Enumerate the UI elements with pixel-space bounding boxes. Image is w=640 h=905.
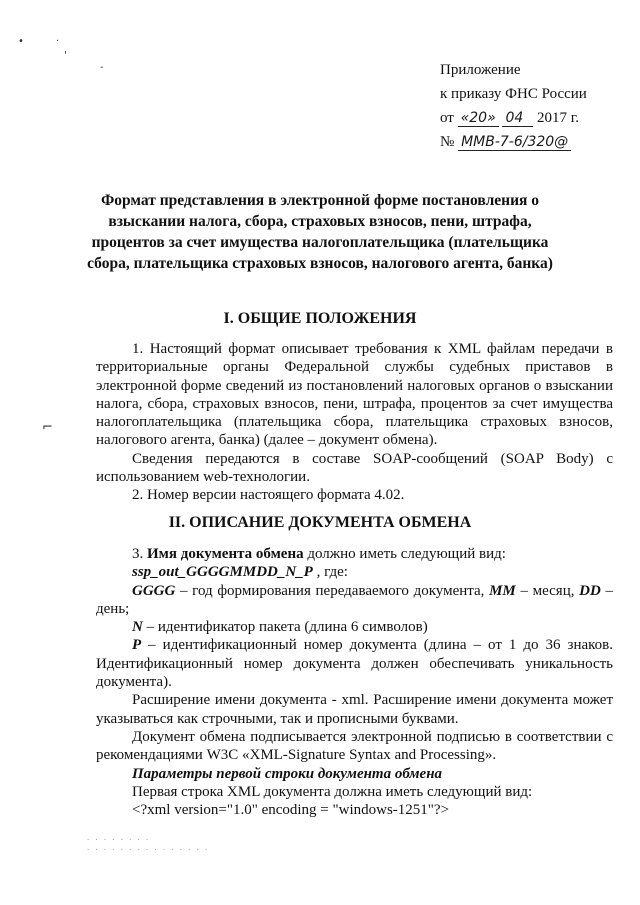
order-reference: к приказу ФНС России xyxy=(440,86,587,102)
term-n: N xyxy=(132,619,143,636)
term-p: P xyxy=(132,637,142,654)
title-line: Формат представления в электронной форме постановления о xyxy=(100,192,540,209)
document-title xyxy=(60,190,580,274)
margin-mark: - xyxy=(100,62,104,73)
paragraph: 3. Имя документа обмена должно иметь следующий вид: xyxy=(132,546,506,562)
margin-mark: ⌐ xyxy=(42,420,53,435)
xml-declaration: <?xml version="1.0" encoding = "windows-1251"?> xyxy=(132,802,450,819)
faint-stamp: · · · · · · · · · · · · · · · · · · · · · · · xyxy=(86,836,209,854)
section-general-body xyxy=(96,340,613,505)
term-dd: DD xyxy=(579,582,601,599)
number-prefix: № xyxy=(440,134,455,150)
order-date xyxy=(440,106,630,130)
margin-mark: · xyxy=(56,36,60,47)
appendix-label: Приложение xyxy=(440,62,521,78)
paragraph: 2. Номер версии настоящего формата 4.02. xyxy=(132,487,405,504)
section-heading-description: II. ОПИСАНИЕ ДОКУМЕНТА ОБМЕНА xyxy=(168,514,472,531)
paragraph: Расширение имени документа - xml. Расширение имени документа может указываться как строчными, так и прописными буквами. xyxy=(96,692,613,727)
paragraph: 1. Настоящий формат описывает требования к XML файлам передачи в территориальные органы Федеральной службы судебных приставов в электронной форме сведений из постановлений налоговых органов о взыскании налога, сбора, страховых взносов, пени, штрафа, процентов за счет имущества налогоплательщика (плательщика сбора, плательщика страховых взносов, налогового агента, банка) (далее – документ обмена). xyxy=(96,341,613,449)
date-day: «20» xyxy=(458,110,499,127)
term-gggg: GGGG xyxy=(132,582,176,599)
paragraph: Сведения передаются в составе SOAP-сообщений (SOAP Body) с использованием web-технологии. xyxy=(96,450,613,486)
section-description-body xyxy=(96,545,613,819)
paragraph: N – идентификатор пакета (длина 6 символов) xyxy=(132,619,428,636)
date-month: 04 xyxy=(502,110,533,127)
number-value: ММВ-7-6/320@ xyxy=(458,134,571,151)
order-number xyxy=(440,130,630,154)
date-year: 2017 г. xyxy=(537,110,580,126)
paragraph: GGGG – год формирования передаваемого документа, MM – месяц, DD – день; xyxy=(96,582,613,617)
paragraph: P – идентификационный номер документа (длина – от 1 до 36 знаков. Идентификационный номер документа должен обеспечивать уникальность документа). xyxy=(96,637,613,691)
term-mm: MM xyxy=(489,582,516,599)
approval-header xyxy=(440,58,630,154)
paragraph: Первая строка XML документа должна иметь следующий вид: xyxy=(132,783,533,800)
title-line: сбора, плательщика страховых взносов, налогового агента, банка) xyxy=(87,255,553,272)
margin-mark: ' xyxy=(64,50,67,61)
margin-mark: • xyxy=(18,36,24,47)
filename-pattern: ssp_out_GGGGMMDD_N_P xyxy=(132,564,313,581)
paragraph: Документ обмена подписывается электронной подписью в соответствии с рекомендациями W3C «XML-Signature Syntax and Processing». xyxy=(96,728,613,764)
term-bold: Имя документа обмена xyxy=(147,546,304,562)
paragraph: ssp_out_GGGGMMDD_N_P , где: xyxy=(132,564,348,581)
title-line: процентов за счет имущества налогоплательщика (плательщика xyxy=(91,234,549,251)
date-prefix: от xyxy=(440,110,454,126)
section-heading-general: I. ОБЩИЕ ПОЛОЖЕНИЯ xyxy=(223,310,417,327)
subheading: Параметры первой строки документа обмена xyxy=(132,765,443,782)
title-line: взыскании налога, сбора, страховых взносов, пени, штрафа, xyxy=(108,213,532,230)
